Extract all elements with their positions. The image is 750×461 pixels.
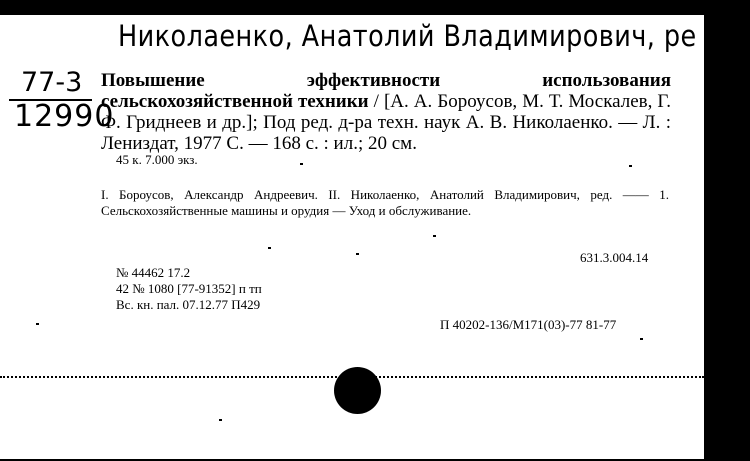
bibliographic-entry [101,70,671,154]
noise-speck [300,163,303,165]
card-number-line-1: № 44462 17.2 [116,265,191,280]
noise-speck [219,419,222,421]
card-numbers [116,265,262,313]
card-number-line-3: Вс. кн. пал. 07.12.77 П429 [116,297,261,312]
noise-speck [433,235,436,237]
noise-speck [36,323,39,325]
udc-code: 631.3.004.14 [580,250,649,265]
book-title: Повышение эффективности использования сельскохозяйственной техники [101,70,671,112]
catalog-card [0,15,704,459]
noise-speck [268,247,271,249]
noise-speck [640,338,643,340]
noise-speck [629,165,632,167]
handwritten-call-number-bottom: 12990 [14,99,115,134]
handwritten-heading: Николаенко, Анатолий Владимирович, ре [118,19,697,53]
publication-code: П 40202-136/М171(03)-77 81-77 [440,317,617,332]
responsibility-statement: / [А. А. Бороусов, М. Т. Москалев, Г. Ф. Гриднеев и др.]; Под ред. д-ра техн. наук А. В. Николаенко. — Л. : Лениздат, 1977 С. — 168 с. : ил.; 20 см. [101,91,672,154]
handwritten-call-number-top: 77-3 [21,67,83,98]
noise-speck [356,253,359,255]
tracings: I. Бороусов, Александр Андреевич. II. Николаенко, Анатолий Владимирович, ред. —— 1. Сельскохозяйственные машины и орудия — Уход и обслуживание. [101,187,669,218]
card-number-line-2: 42 № 1080 [77-91352] п тп [116,281,262,296]
price-and-print-run: 45 к. 7.000 экз. [116,152,198,167]
card-punch-hole [334,367,381,414]
